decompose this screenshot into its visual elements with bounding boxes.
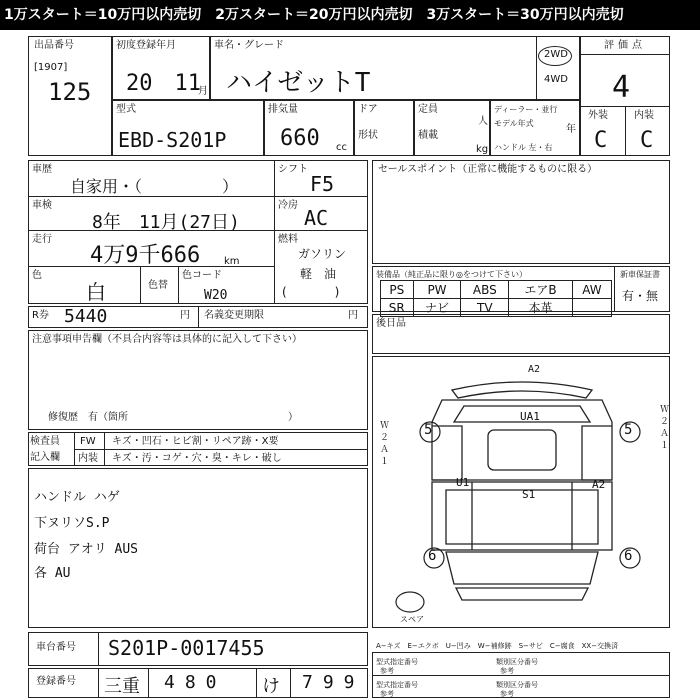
mark-left: U1: [456, 476, 470, 489]
notes-title: 注意事項申告欄（不具合内容等は具体的に記入して下さい）: [32, 334, 302, 345]
int-text: キズ・汚・コゲ・穴・臭・キレ・破し: [112, 453, 282, 464]
reg-div-2: [256, 668, 257, 698]
sales-point-title: セールスポイント（正常に機能するものに限る）: [378, 164, 598, 175]
disp-value: 660: [280, 126, 320, 151]
type-ref-2: 参考: [500, 667, 514, 675]
color-div-1: [140, 266, 141, 304]
lot-sub: [1907]: [34, 62, 68, 73]
memo-line-1: ハンドル ハゲ: [34, 490, 120, 505]
spare-label: スペア: [400, 615, 424, 624]
reg-label: 登録番号: [36, 676, 76, 687]
mark-wheel-rl: 6: [428, 548, 437, 564]
mileage-unit: km: [224, 256, 240, 267]
capacity-label: 定員: [418, 104, 438, 115]
score-label: 評価点: [604, 40, 646, 51]
shape-label: 形状: [358, 130, 378, 141]
type-label-1: 型式指定番号: [376, 658, 418, 666]
mark-right: A2: [592, 478, 606, 491]
name-value: ハイゼットT: [226, 68, 371, 98]
disp-label: 排気量: [268, 104, 298, 115]
interior-label: 内装: [634, 110, 654, 121]
shift-label: シフト: [278, 164, 308, 175]
inspector-row-div: [74, 449, 368, 450]
warranty-title: 新車保証書: [620, 270, 660, 279]
month-mark: 月: [198, 86, 208, 97]
reg-div-3: [290, 668, 291, 698]
mark-wheel-rr: 6: [624, 548, 633, 564]
model-value: EBD-S201P: [118, 128, 227, 152]
type-label-2: 類別区分番号: [496, 658, 538, 666]
inspection-label: 車検: [32, 200, 52, 211]
first-reg-label: 初度登録年月: [116, 40, 176, 51]
type-ref-3: 参考: [380, 690, 394, 698]
inspector-label: 検査員: [30, 436, 60, 447]
color-change-label: 色替: [148, 280, 168, 291]
reg-div-0: [98, 668, 99, 698]
drive-divider: [536, 36, 537, 100]
equip-abs: ABS: [461, 281, 509, 299]
auction-banner: 1万スタート＝10万円以内売切 2万スタート＝20万円以内売切 3万スタート＝30万円以内売切: [0, 0, 700, 30]
equip-tv: TV: [461, 299, 509, 317]
model-label: 型式: [116, 104, 136, 115]
left-door: [432, 426, 462, 480]
repair-label: 修復歴 有（箇所 ）: [48, 412, 298, 423]
history-label: 車歴: [32, 164, 52, 175]
reg-class: 480: [164, 672, 227, 693]
type-ref-4: 参考: [500, 690, 514, 698]
warranty-value: 有・無: [622, 289, 659, 303]
mark-wheel-fl: 5: [424, 422, 433, 438]
inspection-value: 8年 11月(27日): [92, 212, 240, 233]
fw-div: [104, 432, 105, 466]
recycle-label: 名義変更期限: [204, 310, 264, 321]
truck-diagram: [372, 356, 670, 628]
r-unit: 円: [180, 310, 190, 321]
type-ref-1: 参考: [380, 667, 394, 675]
model-year-label: モデル年式: [494, 119, 534, 128]
exterior-label: 外装: [588, 110, 608, 121]
interior-value: C: [640, 128, 654, 153]
fuel-value-1: ガソリン: [298, 247, 347, 261]
mark-front: A2: [528, 364, 541, 375]
equip-airbag: エアB: [509, 281, 573, 299]
ac-value: AC: [304, 206, 329, 230]
first-reg-value: 20 11: [126, 71, 201, 96]
chassis-value: S201P-0017455: [108, 636, 265, 660]
load-label: 積載: [418, 130, 438, 141]
r-label: R券: [32, 310, 49, 321]
fuel-value-2: 軽 油: [300, 267, 337, 281]
mark-bed: S1: [522, 488, 536, 501]
r-div: [198, 306, 199, 328]
memo-line-4: 各 AU: [34, 566, 71, 581]
spare-tire: [396, 592, 424, 612]
lot-number: 125: [48, 78, 92, 106]
shift-value: F5: [310, 172, 335, 196]
score-divider: [580, 54, 670, 55]
front-bumper: [452, 382, 592, 398]
equip-navi: ナビ: [413, 299, 461, 317]
fw-text: キズ・凹石・ヒビ割・リペア跡・X要: [112, 436, 279, 447]
recycle-unit: 円: [348, 310, 358, 321]
side-mark-left: Ｗ２ Ａ１: [380, 421, 390, 467]
reg-kana: け: [262, 676, 280, 697]
memo-line-2: 下ヌリソS.P: [34, 516, 110, 531]
chassis-label: 車台番号: [36, 642, 76, 653]
ac-label: 冷房: [278, 200, 298, 211]
mark-wheel-fr: 5: [624, 422, 633, 438]
left-info-divider: [274, 160, 275, 304]
equip-ps: PS: [381, 281, 414, 299]
roof: [488, 430, 556, 470]
rear-bumper: [456, 588, 588, 600]
equip-table: [380, 280, 612, 317]
mark-roof: UA1: [520, 410, 540, 423]
aftermarket-box: [372, 314, 670, 354]
color-value: 白: [86, 280, 106, 304]
dealer-label: ディーラー・並行: [494, 105, 558, 114]
disp-unit: cc: [336, 142, 347, 153]
reg-div-1: [148, 668, 149, 698]
year-unit: 年: [566, 124, 576, 135]
reg-area: 三重: [104, 676, 140, 697]
mileage-label: 走行: [32, 234, 52, 245]
chassis-div: [98, 632, 99, 666]
color-code-value: W20: [204, 288, 228, 303]
load-unit: kg: [476, 144, 489, 155]
equip-aw: AW: [572, 281, 611, 299]
drive-2wd: 2WD: [544, 49, 568, 60]
right-door: [582, 426, 612, 480]
ac-fuel-div: [274, 230, 368, 231]
equip-pw: PW: [413, 281, 461, 299]
memo-line-3: 荷台 アオリ AUS: [34, 542, 139, 557]
mileage-value: 4万9千666: [90, 243, 201, 268]
remarks-label: 記入欄: [30, 452, 60, 463]
exterior-value: C: [594, 128, 608, 153]
ext-int-divider: [625, 106, 626, 156]
score-value: 4: [612, 70, 631, 105]
fuel-label: 燃料: [278, 234, 298, 245]
color-code-label: 色コード: [182, 270, 222, 281]
capacity-unit: 人: [478, 116, 488, 127]
equip-sr: SR: [381, 299, 414, 317]
drive-4wd: 4WD: [544, 74, 568, 85]
color-label: 色: [32, 270, 42, 281]
equip-leather: 本革: [509, 299, 573, 317]
rear-panel: [446, 552, 598, 584]
fw-label: FW: [80, 436, 96, 447]
int-label: 内装: [78, 453, 98, 464]
fuel-value-3: ( ): [282, 285, 340, 299]
type-label-3: 型式指定番号: [376, 681, 418, 689]
r-value: 5440: [64, 306, 108, 327]
lot-label: 出品番号: [34, 40, 74, 51]
type-label-4: 類別区分番号: [496, 681, 538, 689]
color-div-2: [178, 266, 179, 304]
equip-title: 装備品（純正品に限り◎をつけて下さい）: [376, 270, 527, 279]
aftermarket-label: 後日品: [376, 318, 406, 329]
door-label: ドア: [358, 104, 378, 115]
reg-number: 799: [302, 672, 365, 693]
type-row-div: [372, 675, 670, 676]
handle-label: ハンドル 左・右: [494, 143, 553, 152]
side-mark-right: Ｗ２ Ａ１: [660, 405, 670, 451]
name-label: 車名・グレード: [214, 40, 284, 51]
legend-text: A−キズ E−エクボ U−凹み W−補修跡 S−サビ C−腐食 XX−交換済: [376, 642, 619, 650]
warranty-div: [614, 266, 615, 312]
history-value: 自家用・（ ）: [70, 177, 239, 196]
